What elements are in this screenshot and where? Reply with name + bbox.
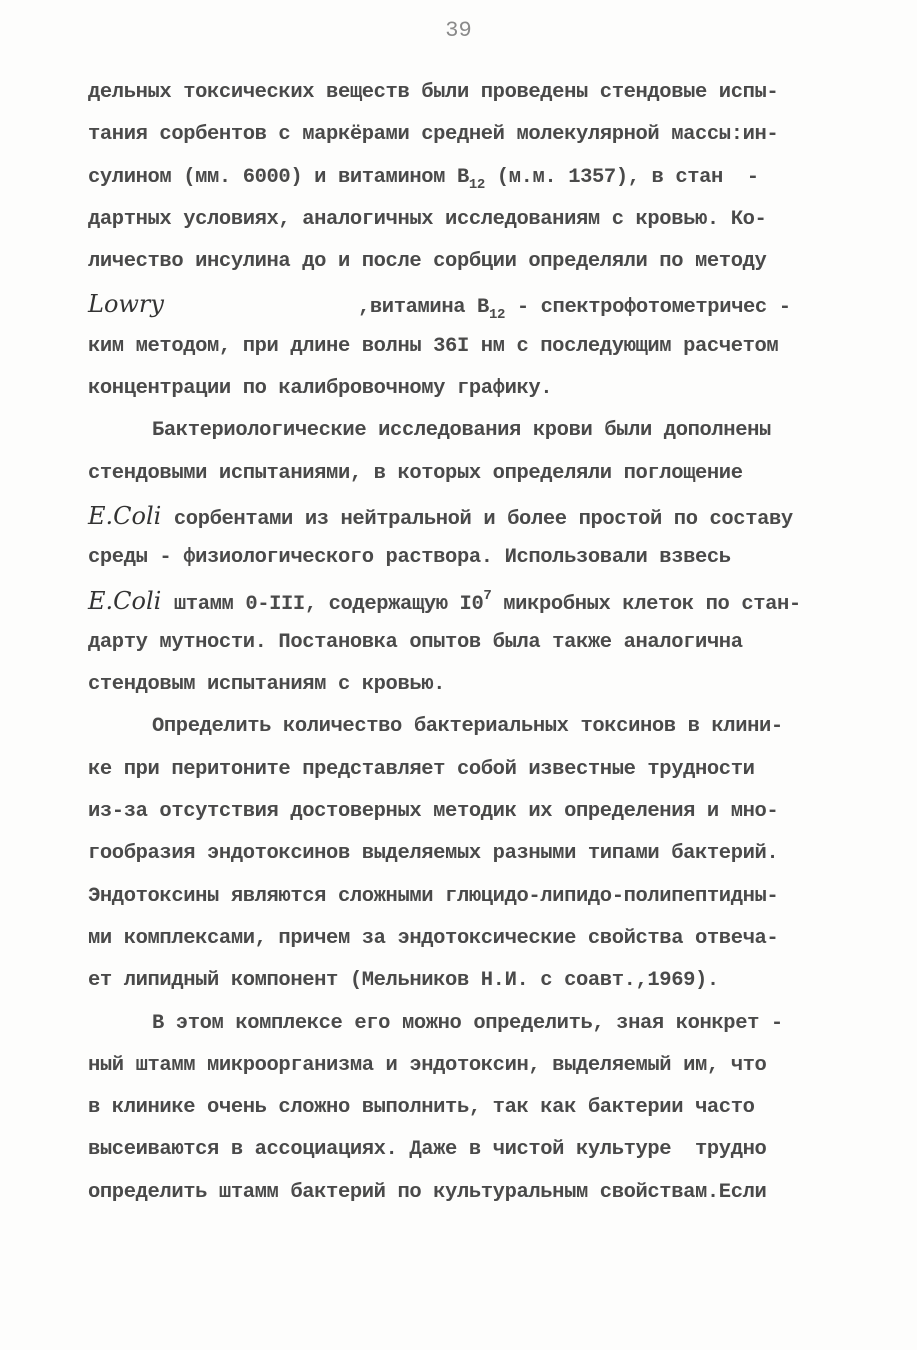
- text-line: из-за отсутствия достоверных методик их определения и мно-: [88, 800, 779, 824]
- text-line: ет липидный компонент (Мельников Н.И. с соавт.,1969).: [88, 969, 719, 993]
- superscript: 7: [483, 587, 492, 604]
- text-segment: - спектрофотометричес -: [504, 296, 791, 320]
- paragraph-2: [88, 410, 848, 706]
- text-segment: сулином (мм. 6000) и витамином B: [88, 165, 469, 189]
- paragraph-1: [88, 72, 848, 410]
- text-line: ный штамм микроорганизма и эндотоксин, выделяемый им, что: [88, 1053, 767, 1077]
- paragraph-3: [88, 706, 848, 1002]
- text-line: [88, 157, 848, 199]
- document-body: [88, 72, 848, 1214]
- text-line: [88, 580, 848, 622]
- text-line: в клинике очень сложно выполнить, так как бактерии часто: [88, 1096, 755, 1120]
- text-segment: (м.м. 1357), в стан -: [484, 165, 759, 189]
- text-segment: микробных клеток по стан-: [491, 592, 801, 616]
- text-line: [88, 495, 848, 537]
- text-line: Определить количество бактериальных токсинов в клини-: [152, 715, 783, 739]
- text-line: концентрации по калибровочному графику.: [88, 377, 553, 401]
- text-line: Бактериологические исследования крови были дополнены: [152, 419, 771, 443]
- text-line: [88, 283, 848, 325]
- text-line: дельных токсических веществ были проведены стендовые испы-: [88, 81, 779, 104]
- subscript: 12: [488, 307, 505, 324]
- handwritten-insert: E.Coli: [88, 501, 162, 530]
- text-segment: штамм 0-III, содержащую I0: [162, 592, 484, 616]
- handwritten-insert: Lowry: [88, 290, 164, 319]
- text-line: определить штамм бактерий по культуральным свойствам.Если: [88, 1180, 767, 1204]
- text-line: ке при перитоните представляет собой известные трудности: [88, 757, 755, 781]
- paragraph-4: [88, 1003, 848, 1214]
- text-segment: ,витамина B: [358, 296, 489, 320]
- text-line: ми комплексами, причем за эндотоксические свойства отвеча-: [88, 926, 779, 950]
- text-line: высеиваются в ассоциациях. Даже в чистой культуре трудно: [88, 1138, 767, 1162]
- text-line: Эндотоксины являются сложными глюцидо-липидо-полипептидны-: [88, 884, 779, 908]
- text-line: дарту мутности. Постановка опытов была также аналогична: [88, 630, 743, 654]
- text-line: среды - физиологического раствора. Использовали взвесь: [88, 546, 731, 570]
- text-line: стендовым испытаниям с кровью.: [88, 673, 446, 697]
- text-line: дартных условиях, аналогичных исследованиям с кровью. Ко-: [88, 207, 767, 231]
- handwritten-insert: E.Coli: [88, 586, 162, 615]
- text-line: стендовыми испытаниями, в которых определяли поглощение: [88, 461, 743, 485]
- subscript: 12: [468, 176, 485, 193]
- text-line: тания сорбентов с маркёрами средней молекулярной массы:ин-: [88, 123, 779, 147]
- text-segment: сорбентами из нейтральной и более простой по составу: [162, 507, 793, 531]
- text-line: ким методом, при длине волны 36I нм с последующим расчетом: [88, 334, 779, 358]
- text-line: личество инсулина до и после сорбции определяли по методу: [88, 250, 767, 274]
- text-line: гообразия эндотоксинов выделяемых разными типами бактерий.: [88, 842, 779, 866]
- text-line: В этом комплексе его можно определить, зная конкрет -: [152, 1011, 783, 1035]
- page-number: 39: [445, 18, 472, 43]
